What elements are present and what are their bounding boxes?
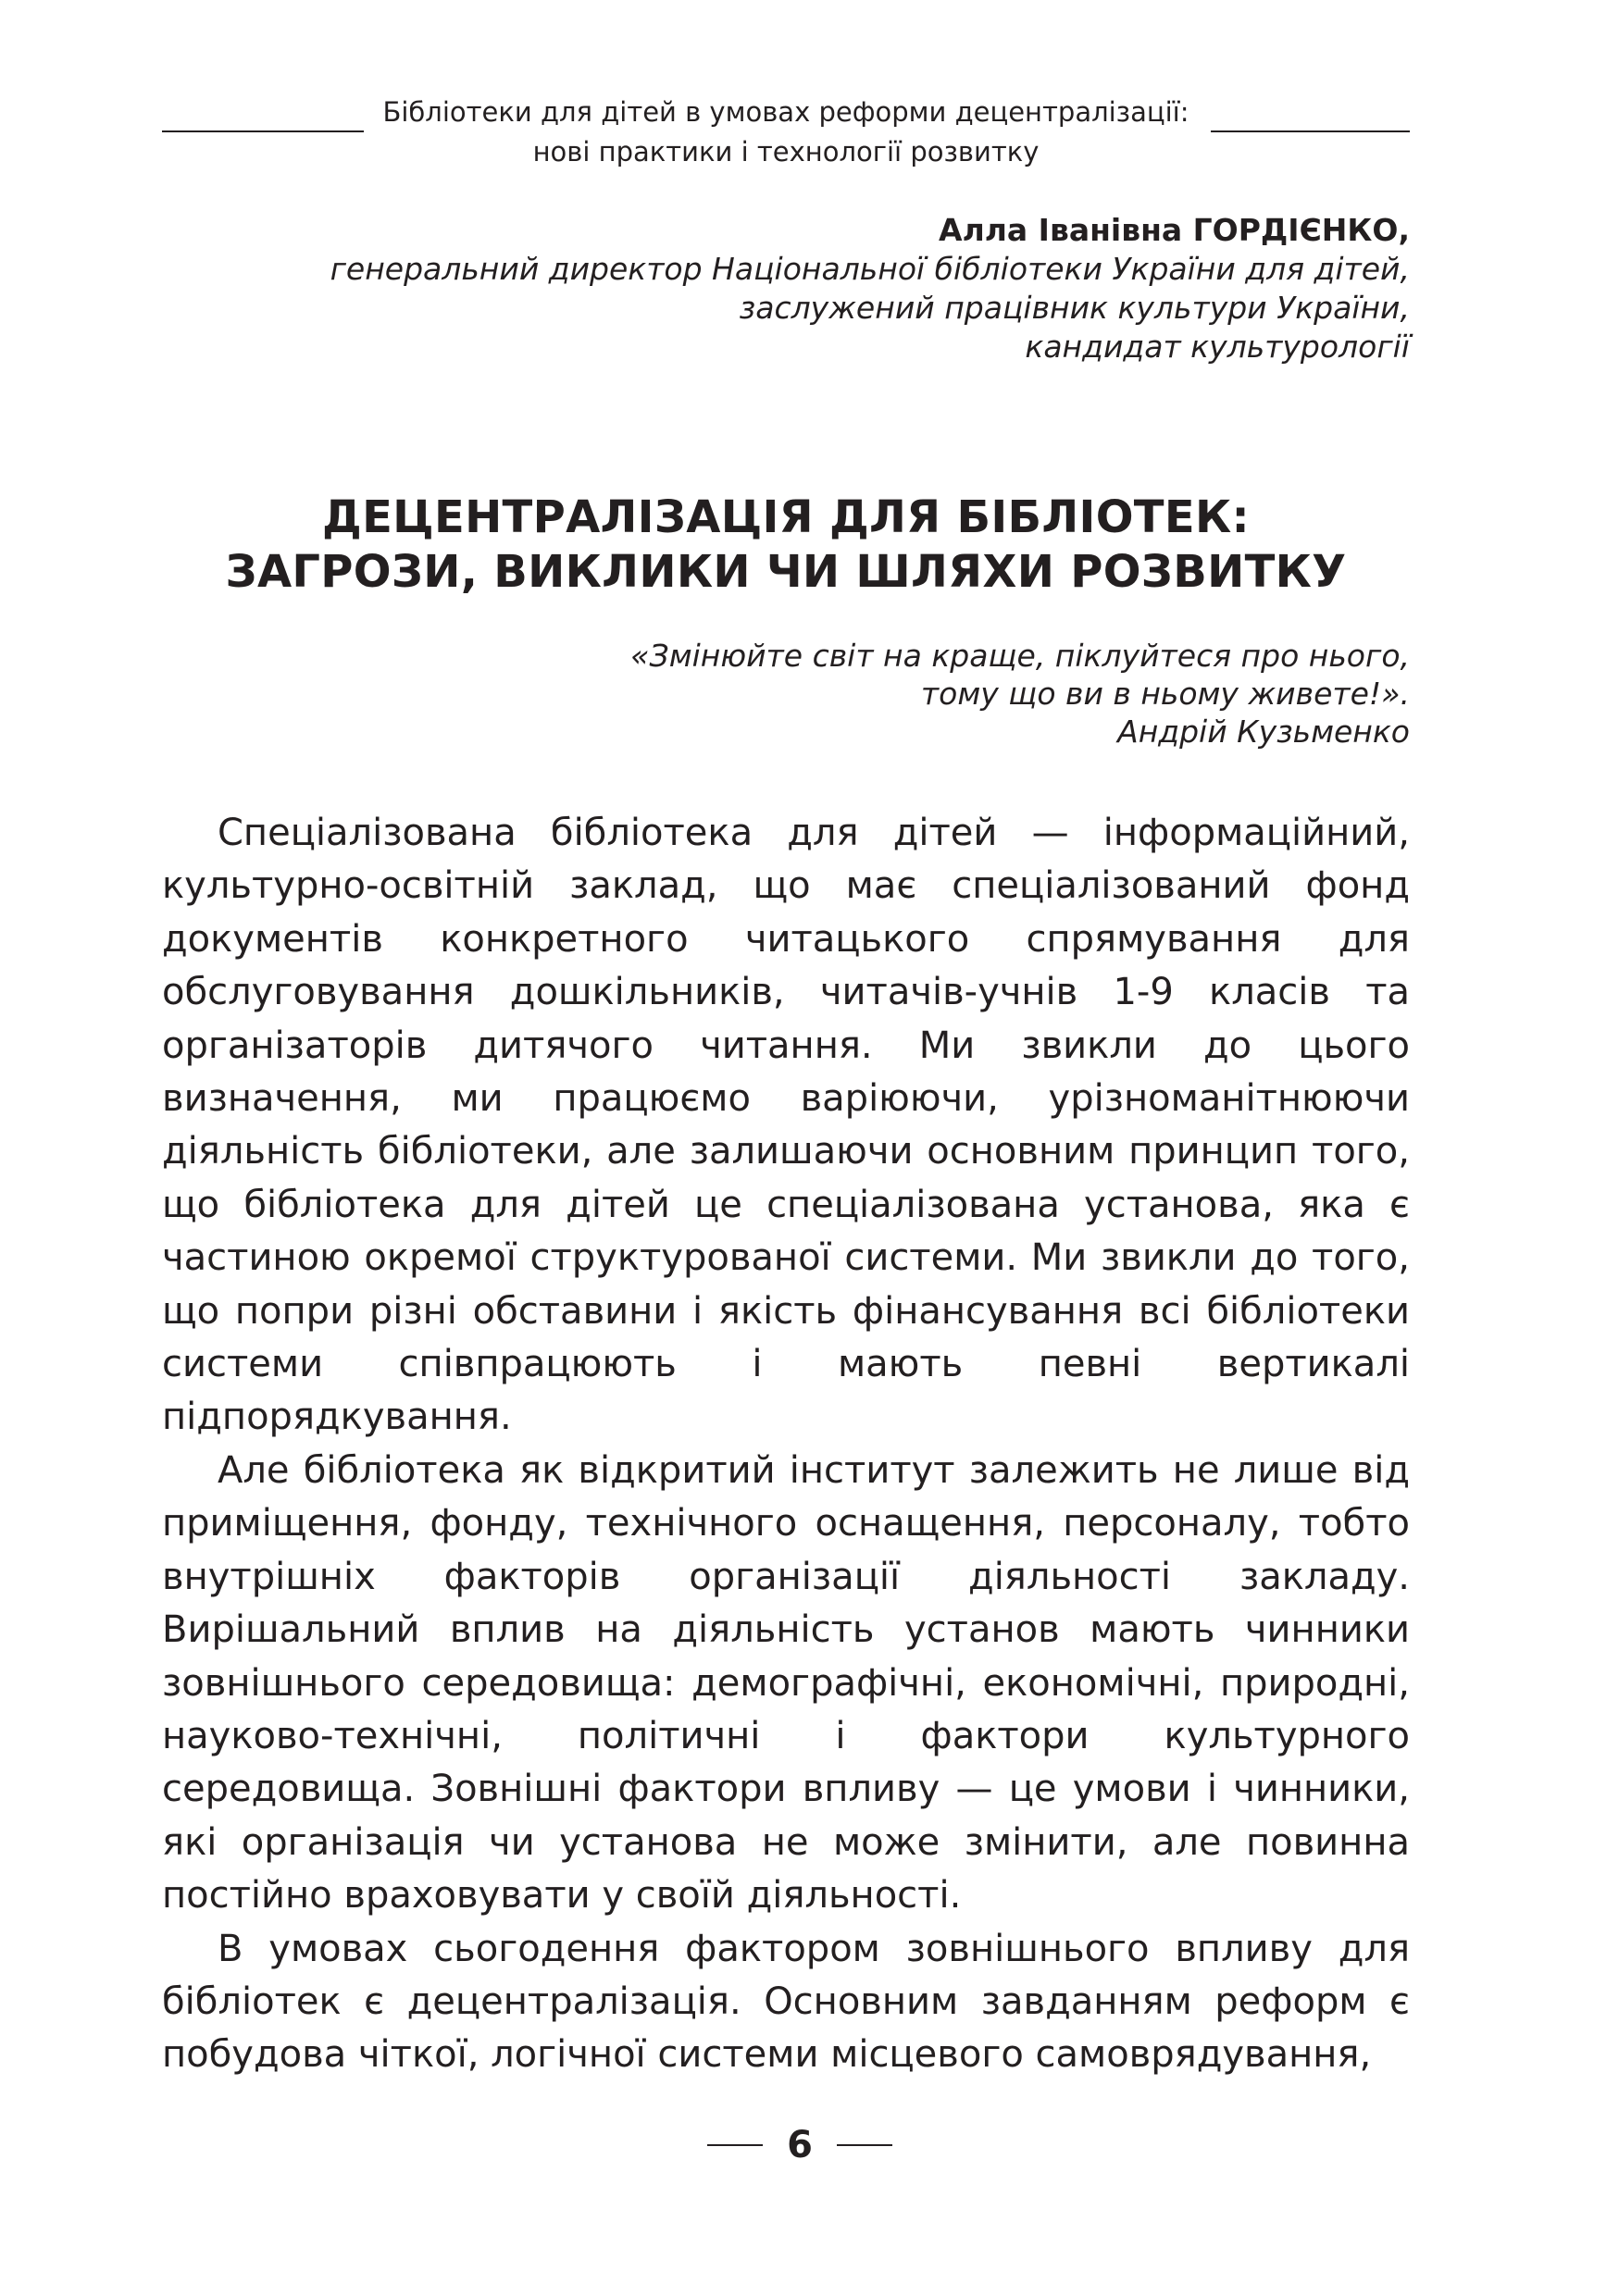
page-number: 6 xyxy=(787,2124,813,2166)
author-name: Алла Іванівна ГОРДІЄНКО, xyxy=(939,212,1410,248)
epigraph-line-2: тому що ви в ньому живете!». xyxy=(920,676,1410,712)
author-position: генеральний директор Національної бібліотеки України для дітей, xyxy=(330,251,1410,287)
running-header xyxy=(162,93,1410,172)
body-paragraph: Але бібліотека як відкритий інститут залежить не лише від приміщення, фонду, технічного оснащення, персоналу, тобто внутрішніх факторів організації діяльності закладу. Вирішальний вплив на діяльність установ мають чинники зовнішнього середовища: демографічні, економічні, природні, науково-технічні, політичні і фактори культурного середовища. Зовнішні фактори впливу — це умови і чинники, які організація чи установа не може змінити, але повинна постійно враховувати у своїй діяльності. xyxy=(162,1448,1410,1917)
page-number-rule-right xyxy=(837,2144,892,2146)
body-paragraph: В умовах сьогодення фактором зовнішнього впливу для бібліотек є децентралізація. Основним завданням реформ є побудова чіткої, логічної системи місцевого самоврядування, xyxy=(162,1927,1410,2077)
body-paragraph: Спеціалізована бібліотека для дітей — інформаційний, культурно-освітній заклад, що має спеціалізований фонд документів конкретного читацького спрямування для обслуговування дошкільників, читачів-учнів 1-9 класів та організаторів дитячого читання. Ми звикли до цього визначення, ми працюємо варіюючи, урізноманітнюючи діяльність бібліотеки, але залишаючи основним принцип того, що бібліотека для дітей це спеціалізована установа, яка є частиною окремої структурованої системи. Ми звикли до того, що попри різні обставини і якість фінансування всі бібліотеки системи співпрацюють і мають певні вертикалі підпорядкування. xyxy=(162,812,1410,1439)
page-number-rule-left xyxy=(707,2144,763,2146)
epigraph-attribution: Андрій Кузьменко xyxy=(1117,714,1410,750)
epigraph xyxy=(630,637,1410,751)
running-header-line-2: нові практики і технології розвитку xyxy=(532,136,1040,168)
running-header-line-1: Бібліотеки для дітей в умовах реформи децентралізації: xyxy=(382,96,1189,128)
author-block xyxy=(330,211,1410,366)
author-honorary-title: заслужений працівник культури України, xyxy=(739,290,1410,326)
page-footer xyxy=(0,2117,1619,2173)
article-body xyxy=(162,807,1410,2082)
author-degree: кандидат культурології xyxy=(1025,329,1410,365)
epigraph-line-1: «Змінюйте світ на краще, піклуйтеся про нього, xyxy=(630,638,1410,674)
article-title-line-1: ДЕЦЕНТРАЛІЗАЦІЯ ДЛЯ БІБЛІОТЕК: xyxy=(322,491,1250,543)
article-title xyxy=(162,490,1410,600)
article-title-line-2: ЗАГРОЗИ, ВИКЛИКИ ЧИ ШЛЯХИ РОЗВИТКУ xyxy=(225,546,1347,598)
